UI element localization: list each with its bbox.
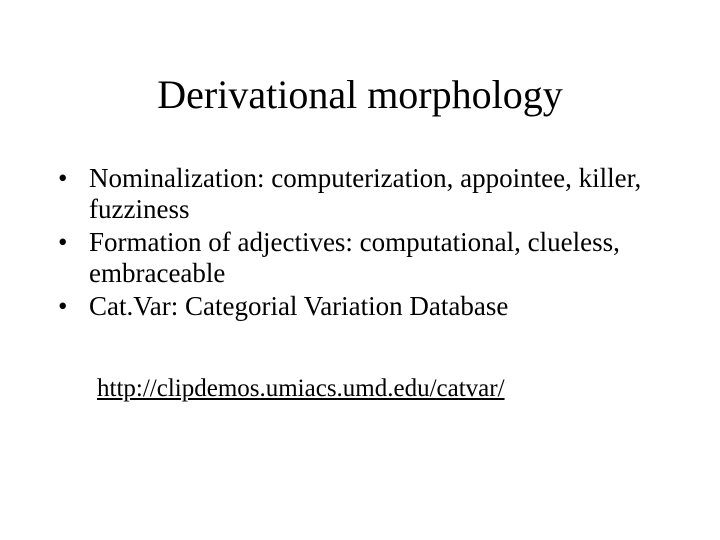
bullet-item-nominalization xyxy=(58,163,698,225)
bullet-item-catvar xyxy=(58,291,698,322)
link-line xyxy=(97,374,505,404)
bullet-text: Formation of adjectives: computational, clueless, embraceable xyxy=(89,227,620,288)
bullet-text: Nominalization: computerization, appointee, killer, fuzziness xyxy=(89,163,642,224)
bullet-marker: • xyxy=(58,163,68,193)
bullet-marker: • xyxy=(58,291,68,321)
bullet-list xyxy=(58,163,698,324)
bullet-marker: • xyxy=(58,227,68,257)
bullet-text: Cat.Var: Categorial Variation Database xyxy=(89,291,509,321)
bullet-item-adjectives xyxy=(58,227,698,289)
slide-title: Derivational morphology xyxy=(157,72,563,117)
catvar-link[interactable]: http://clipdemos.umiacs.umd.edu/catvar/ xyxy=(97,375,505,402)
